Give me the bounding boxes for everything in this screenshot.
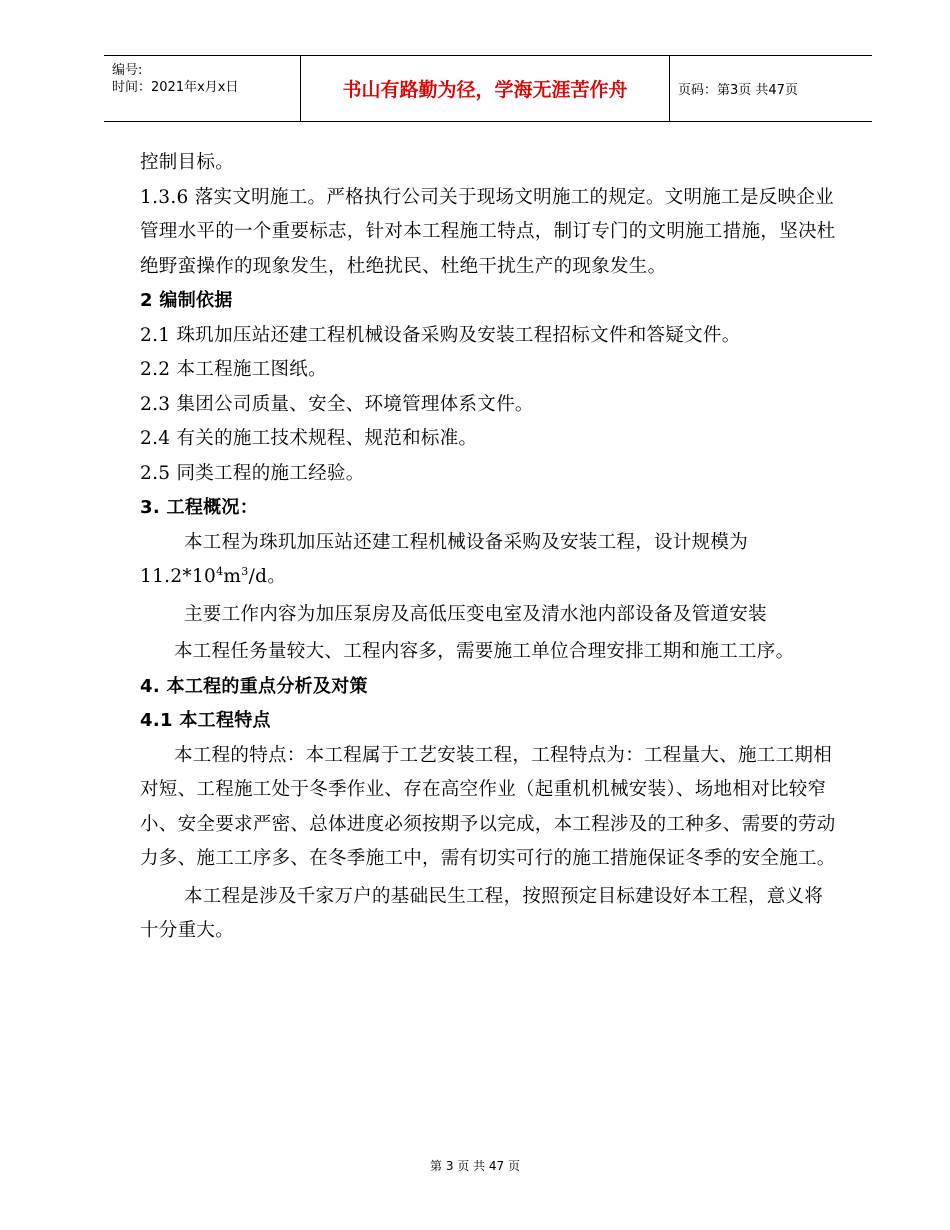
list-item: 2.5 同类工程的施工经验。 bbox=[140, 462, 365, 484]
page-footer: 第 3 页 共 47 页 bbox=[430, 1159, 520, 1173]
header-page-number: 页码：第3页 共47页 bbox=[678, 83, 798, 98]
section-heading-4: 4. 本工程的重点分析及对策 bbox=[140, 675, 368, 697]
document-date: 时间：2021年x月x日 bbox=[112, 80, 239, 95]
overview-text: 本工程为珠玑加压站还建工程机械设备采购及安装工程，设计规模为11.2*10 bbox=[140, 531, 749, 587]
list-item: 2.4 有关的施工技术规程、规范和标准。 bbox=[140, 428, 478, 449]
unit-suffix: /d。 bbox=[248, 566, 287, 587]
section-heading-3: 3. 工程概况： bbox=[140, 497, 259, 518]
paragraph-features: 本工程的特点：本工程属于工艺安装工程，工程特点为：工程量大、施工工期相对短、工程施工处于冬季作业、存在高空作业（起重机机械安装）、场地相对比较窄小、安全要求严密、总体进度必须按期予以完成，本工程涉及的工种多、需要的劳动力多、施工工序多、在冬季施工中，需有切实可行的施工措施保证冬季的安全施工。 bbox=[140, 744, 836, 869]
section-heading-2: 2 编制依据 bbox=[140, 290, 233, 311]
header-meta bbox=[104, 56, 300, 121]
paragraph-1-3-6: 1.3.6 落实文明施工。严格执行公司关于现场文明施工的规定。文明施工是反映企业管理水平的一个重要标志，针对本工程施工特点，制订专门的文明施工措施，坚决杜绝野蛮操作的现象发生，杜绝扰民、杜绝干扰生产的现象发生。 bbox=[140, 186, 836, 277]
document-number-label: 编号: bbox=[112, 63, 143, 78]
paragraph-project-overview bbox=[140, 526, 840, 595]
section-heading-4-1: 4.1 本工程特点 bbox=[140, 710, 271, 731]
paragraph-significance: 本工程是涉及千家万户的基础民生工程，按照预定目标建设好本工程，意义将十分重大。 bbox=[140, 885, 824, 941]
document-body bbox=[140, 146, 840, 949]
exponent: 4 bbox=[216, 564, 224, 578]
unit-exponent: 3 bbox=[241, 564, 249, 578]
page-header bbox=[104, 55, 872, 122]
header-motto: 书山有路勤为径，学海无涯苦作舟 bbox=[300, 56, 670, 121]
paragraph-scope: 主要工作内容为加压泵房及高低压变电室及清水池内部设备及管道安装 bbox=[184, 603, 767, 625]
paragraph: 控制目标。 bbox=[140, 152, 235, 173]
list-item: 2.3 集团公司质量、安全、环境管理体系文件。 bbox=[140, 393, 534, 415]
unit-text: m bbox=[223, 566, 242, 587]
list-item: 2.2 本工程施工图纸。 bbox=[140, 359, 327, 380]
paragraph-workload: 本工程任务量较大、工程内容多，需要施工单位合理安排工期和施工工序。 bbox=[174, 641, 795, 662]
list-item: 2.1 珠玑加压站还建工程机械设备采购及安装工程招标文件和答疑文件。 bbox=[140, 324, 741, 346]
